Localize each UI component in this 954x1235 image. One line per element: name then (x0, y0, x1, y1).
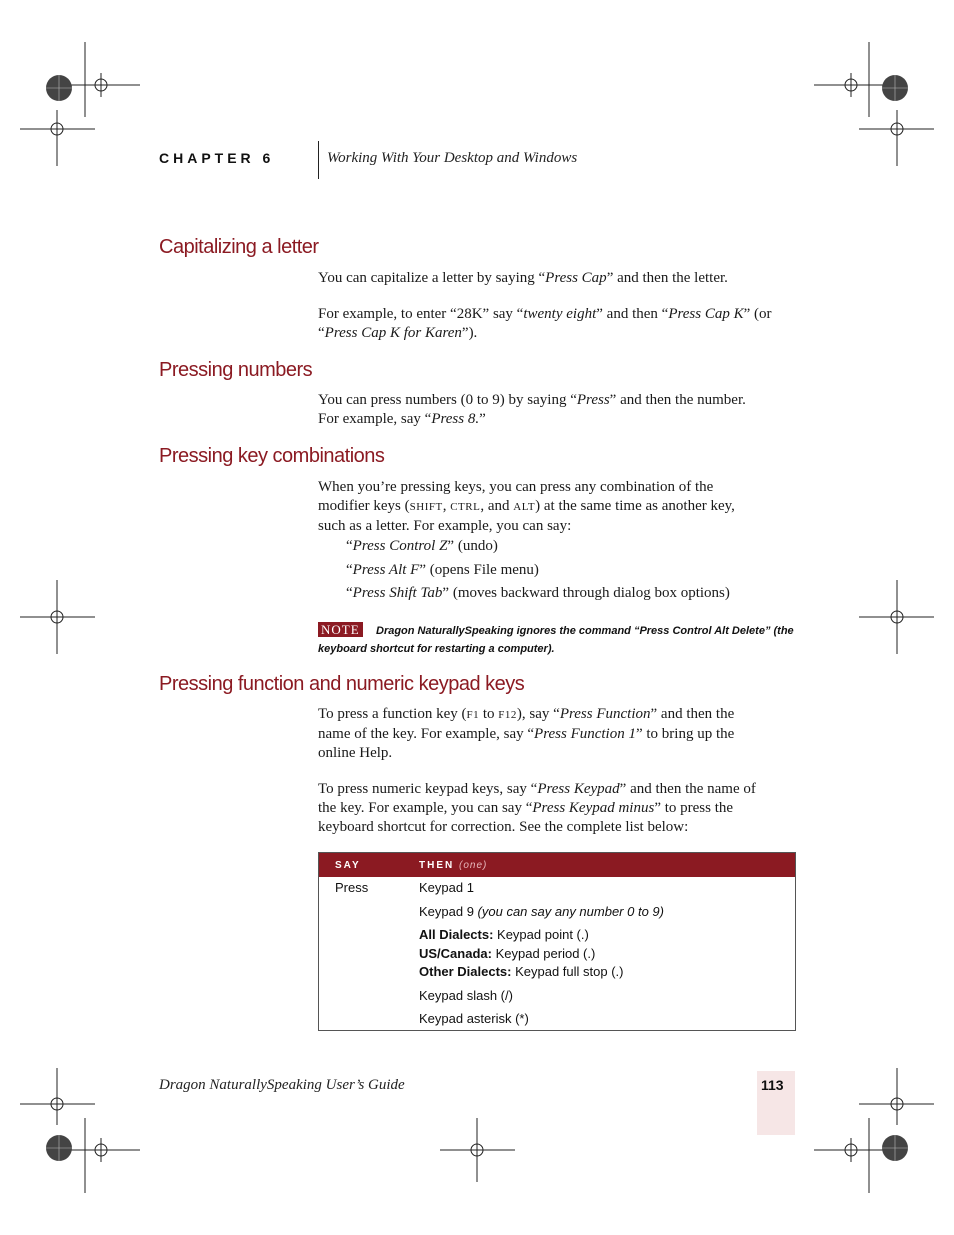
example-command: “Press Control Z” (undo) (346, 538, 498, 554)
header-divider (318, 141, 319, 179)
keypad-command-table (318, 852, 796, 1031)
table-row: Keypad asterisk (*) (419, 1011, 529, 1026)
running-title: Working With Your Desktop and Windows (327, 150, 578, 166)
paragraph-function-keys: To press a function key (F1 to F12), say “Press Function” and then the name of the key. For example, say “Press Function 1” to bring up the online Help. (318, 706, 735, 761)
chapter-label: CHAPTER 6 (159, 150, 275, 166)
paragraph-key-combinations: When you’re pressing keys, you can press any combination of the modifier keys (SHIFT, CTRL, and ALT) at the same time as another key, such as a letter. For example, you can say: (318, 479, 735, 534)
example-command: “Press Shift Tab” (moves backward through dialog box options) (346, 585, 730, 601)
table-row: Other Dialects: Keypad full stop (.) (419, 964, 624, 979)
paragraph-capitalize: You can capitalize a letter by saying “Press Cap” and then the letter. (318, 270, 728, 286)
table-header (319, 853, 795, 877)
note-text: Dragon NaturallySpeaking ignores the command “Press Control Alt Delete” (the keyboard shortcut for restarting a computer). (318, 625, 794, 655)
table-row: Keypad 1 (419, 880, 474, 895)
paragraph-capitalize-example: For example, to enter “28K” say “twenty eight” and then “Press Cap K” (or “Press Cap K for Karen”). (318, 306, 772, 341)
section-heading-numbers: Pressing numbers (159, 359, 313, 381)
section-heading-function-keys: Pressing function and numeric keypad keys (159, 673, 525, 695)
table-cell-say: Press (335, 880, 369, 895)
column-header-then: THEN (one) (419, 860, 488, 871)
table-row: All Dialects: Keypad point (.) (419, 927, 589, 942)
note-badge: NOTE (318, 622, 363, 637)
column-header-say: SAY (335, 860, 361, 871)
example-command: “Press Alt F” (opens File menu) (346, 562, 539, 578)
footer-book-title: Dragon NaturallySpeaking User’s Guide (159, 1077, 405, 1093)
section-heading-key-combinations: Pressing key combinations (159, 445, 385, 467)
paragraph-numbers: You can press numbers (0 to 9) by saying “Press” and then the number. For example, say “Press 8.” (318, 392, 746, 427)
table-row: US/Canada: Keypad period (.) (419, 946, 596, 961)
paragraph-keypad-keys: To press numeric keypad keys, say “Press Keypad” and then the name of the key. For example, you can say “Press Keypad minus” to press the keyboard shortcut for correction. See the complete list below: (318, 781, 756, 835)
table-row: Keypad 9 (you can say any number 0 to 9) (419, 904, 664, 919)
table-row: Keypad slash (/) (419, 988, 513, 1003)
section-heading-capitalizing: Capitalizing a letter (159, 236, 319, 258)
page-number: 113 (761, 1077, 784, 1093)
